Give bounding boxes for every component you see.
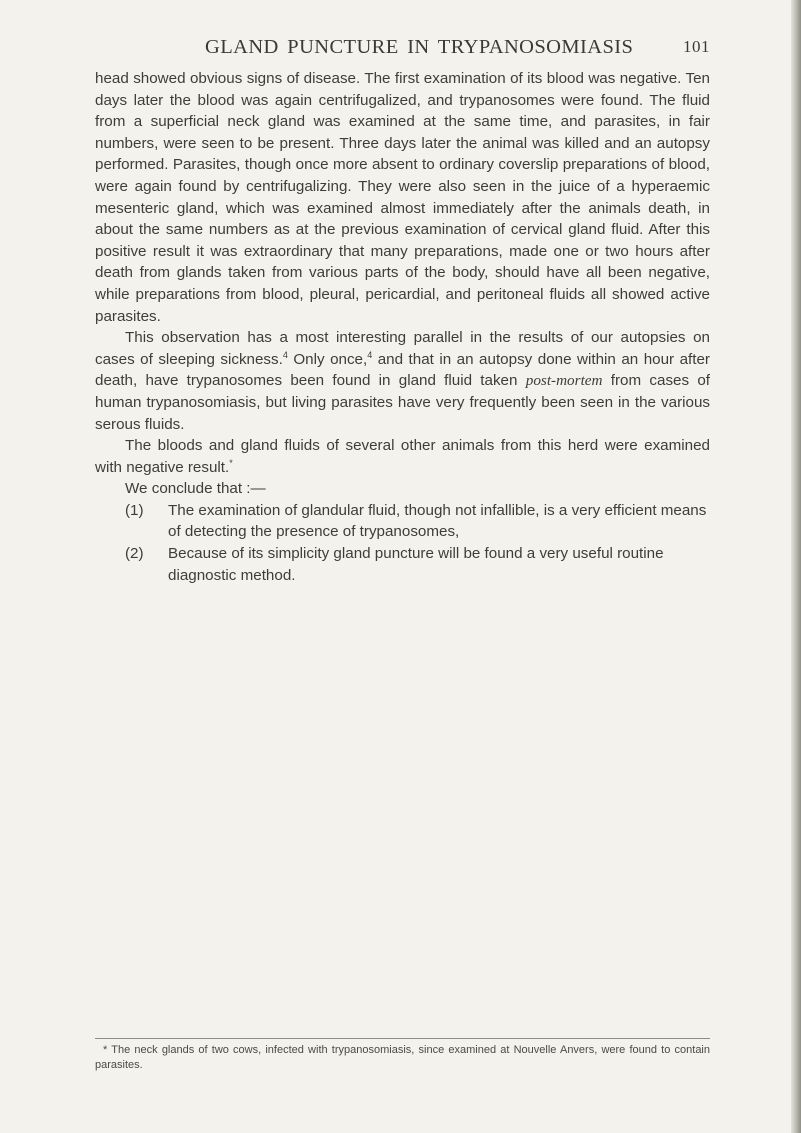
paragraph-2-text-a: This observation has a most interesting parallel in the results of our autopsies on cases of sleeping sickness. <box>95 329 710 368</box>
paragraph-4: We conclude that :— <box>125 480 266 498</box>
body-text <box>95 68 710 586</box>
paragraph-2-text-c: and that in an autopsy done within an hour after death, have trypanosomes been found in gland fluid taken <box>95 350 710 390</box>
paragraph-2 <box>95 327 710 435</box>
conclusions-list <box>95 500 710 586</box>
paragraph-2-text-d: from cases of human trypanosomiasis, but living parasites have very frequently been seen in the various serous fluids. <box>95 372 711 433</box>
list-item <box>125 543 710 586</box>
running-header <box>95 36 710 60</box>
footnote-ref-4a: 4 <box>282 349 288 360</box>
footnote-ref-4b: 4 <box>367 349 373 360</box>
page-number: 101 <box>683 37 710 56</box>
paragraph-2-text-b: Only once, <box>287 350 368 368</box>
footnote <box>95 1043 710 1073</box>
list-item-text: The examination of glandular fluid, though not infallible, is a very efficient means of detecting the presence of trypanosomes, <box>168 501 707 541</box>
paragraph-3 <box>95 435 710 478</box>
paragraph-3-text: The bloods and gland fluids of several other animals from this herd were examined with negative result. <box>95 437 710 476</box>
list-item <box>125 500 710 543</box>
list-item-text: Because of its simplicity gland puncture will be found a very useful routine diagnostic method. <box>168 545 664 584</box>
page-edge-shadow <box>791 0 801 1133</box>
footnote-ref-star: * <box>229 457 233 468</box>
list-item-number: (1) <box>125 501 144 519</box>
footnote-text: The neck glands of two cows, infected with trypanosomiasis, since examined at Nouvelle Anvers, were found to contain parasites. <box>95 1044 710 1071</box>
running-title: GLAND PUNCTURE IN TRYPANOSOMIASIS <box>205 36 634 58</box>
italic-post-mortem: post-mortem <box>525 372 603 390</box>
list-item-number: (2) <box>125 545 144 563</box>
footnote-divider <box>95 1038 710 1039</box>
footnote-mark: * <box>103 1044 108 1056</box>
paragraph-1: head showed obvious signs of disease. The first examination of its blood was negative. Ten days later the blood was again centrifugalized, and trypanosomes were found. The fluid from a superficial neck gland was examined at the same time, and parasites, in fair numbers, were seen to be present. Three days later the animal was killed and an autopsy performed. Parasites, though once more absent to ordinary coverslip preparations of blood, were again found by centrifugalizing. They were also seen in the juice of a hyperaemic mesenteric gland, which was examined almost immediately after the animals death, in about the same numbers as at the previous examination of cervical gland fluid. After this positive result it was extraordinary that many preparations, made one or two hours after death from glands taken from various parts of the body, should have all been negative, while preparations from blood, pleural, pericardial, and peritoneal fluids all showed active parasites. <box>95 70 710 325</box>
